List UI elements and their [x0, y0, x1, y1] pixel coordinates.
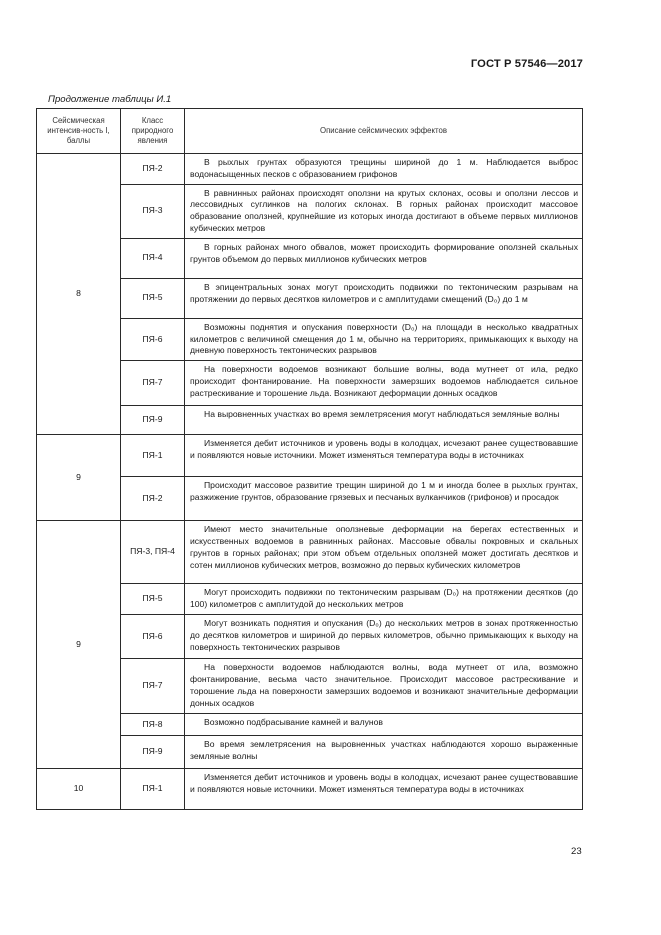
table-body: [37, 154, 583, 810]
phenomenon-class-cell: ПЯ-8: [121, 714, 185, 736]
seismic-effects-table: [36, 108, 583, 810]
document-standard-number: ГОСТ Р 57546—2017: [470, 58, 583, 70]
effect-description-text: На выровненных участках во время землетрясения могут наблюдаться земляные волны: [204, 409, 560, 420]
phenomenon-class-cell: ПЯ-6: [121, 318, 185, 360]
effect-description-text: Могут происходить подвижки по тектоническим разрывам (D₀) на протяжении десятков (до 100) километров с амплитудой до нескольких метров: [190, 587, 578, 609]
table-continuation-caption: Продолжение таблицы И.1: [48, 94, 172, 105]
effect-description-text: На поверхности водоемов наблюдаются волны, вода мутнеет от ила, возможно фонтанирование, весьма часто значительное. Происходит массовое растрескивание и торошение льда на поверхности замерзших водоемов и возникают значительные деформации донных осадков: [190, 662, 578, 708]
phenomenon-class-cell: ПЯ-4: [121, 238, 185, 278]
effect-description-text: Происходит массовое развитие трещин шириной до 1 м и иногда более в рыхлых грунтах, разжижение грунтов, образование грязевых и песчаных вулканчиков (грифонов) и просадок: [190, 480, 578, 502]
effect-description-text: В эпицентральных зонах могут происходить подвижки по тектоническим разрывам на протяжении до первых десятков километров и с амплитудами смещений (D₀) до 1 м: [190, 281, 578, 304]
header-description: Описание сейсмических эффектов: [185, 109, 583, 154]
phenomenon-class-cell: ПЯ-2: [121, 154, 185, 185]
phenomenon-class-cell: ПЯ-3, ПЯ-4: [121, 521, 185, 584]
effect-description-cell: [185, 238, 583, 278]
effect-description-text: Возможно подбрасывание камней и валунов: [204, 717, 383, 728]
effect-description-cell: [185, 361, 583, 406]
effect-description-text: Возможны поднятия и опускания поверхности (D₀) на площади в несколько квадратных километров с величиной смещения до 1 м, обычно на территориях, примыкающих к выходу на дневную поверхность тектонических разрывов: [190, 321, 578, 356]
phenomenon-class-cell: ПЯ-1: [121, 435, 185, 477]
intensity-cell: 8: [37, 154, 121, 435]
phenomenon-class-cell: ПЯ-1: [121, 769, 185, 810]
effect-description-cell: [185, 659, 583, 714]
phenomenon-class-cell: ПЯ-6: [121, 615, 185, 659]
effect-description-text: В рыхлых грунтах образуются трещины шириной до 1 м. Наблюдается выброс водонасыщенных песков с образованием грифонов: [190, 157, 578, 179]
phenomenon-class-cell: ПЯ-9: [121, 406, 185, 435]
effect-description-cell: [185, 615, 583, 659]
phenomenon-class-cell: ПЯ-3: [121, 184, 185, 238]
effect-description-text: Изменяется дебит источников и уровень воды в колодцах, исчезают ранее существовавшие и появляются новые источники. Может изменяться температура воды в источниках: [190, 438, 578, 460]
effect-description-cell: [185, 769, 583, 810]
phenomenon-class-cell: ПЯ-5: [121, 584, 185, 615]
intensity-cell: 10: [37, 769, 121, 810]
table-row: [37, 435, 583, 477]
effect-description-cell: [185, 278, 583, 318]
effect-description-text: В равнинных районах происходят оползни на крутых склонах, осовы и оползни лессов и лессовидных суглинков на пологих склонах. В горных районах происходит массовое образование оползней, крупнейшие из которых иногда достигают в объеме первых миллионов кубических метров: [190, 187, 578, 233]
effect-description-cell: [185, 714, 583, 736]
page-number: 23: [571, 846, 582, 857]
effect-description-cell: [185, 435, 583, 477]
effect-description-cell: [185, 184, 583, 238]
phenomenon-class-cell: ПЯ-2: [121, 477, 185, 521]
effect-description-cell: [185, 736, 583, 769]
effect-description-cell: [185, 154, 583, 185]
effect-description-cell: [185, 521, 583, 584]
effect-description-text: Имеют место значительные оползневые деформации на берегах естественных и искусственных водоемов в равнинных районах. Массовые обвалы покровных и скальных грунтов в горных районах; при этом объем отдельных оползней может достигать десятков и сотен миллионов кубических метров, возможно до первых кубических километров: [190, 524, 578, 570]
effect-description-text: Изменяется дебит источников и уровень воды в колодцах, исчезают ранее существовавшие и появляются новые источники. Может изменяться температура воды в источниках: [190, 772, 578, 794]
effect-description-cell: [185, 584, 583, 615]
effect-description-text: Могут возникать поднятия и опускания (D₀) до нескольких метров в зонах протяженностью до десятков километров и шириной до первых километров, обычно примыкающих к выходу на поверхность тектонических разрывов: [190, 618, 578, 652]
effect-description-text: В горных районах много обвалов, может происходить формирование оползней скальных грунтов объемом до первых миллионов кубических метров: [190, 241, 578, 264]
table-row: [37, 769, 583, 810]
header-intensity: Сейсмическая интенсив-ность I, баллы: [37, 109, 121, 154]
phenomenon-class-cell: ПЯ-7: [121, 659, 185, 714]
phenomenon-class-cell: ПЯ-9: [121, 736, 185, 769]
effect-description-text: На поверхности водоемов возникают большие волны, вода мутнеет от ила, редко происходит фонтанирование. На поверхности замерзших водоемов наблюдается сильное растрескивание и торошение льда. Возникают деформации донных осадков: [190, 364, 578, 398]
intensity-cell: 9: [37, 521, 121, 769]
table-row: [37, 521, 583, 584]
effect-description-cell: [185, 406, 583, 435]
phenomenon-class-cell: ПЯ-7: [121, 361, 185, 406]
effect-description-text: Во время землетрясения на выровненных участках наблюдаются хорошо выраженные земляные волны: [190, 739, 578, 761]
effect-description-cell: [185, 318, 583, 360]
effect-description-cell: [185, 477, 583, 521]
header-class: Класс природного явления: [121, 109, 185, 154]
table-row: [37, 154, 583, 185]
intensity-cell: 9: [37, 435, 121, 521]
phenomenon-class-cell: ПЯ-5: [121, 278, 185, 318]
table-header-row: [37, 109, 583, 154]
